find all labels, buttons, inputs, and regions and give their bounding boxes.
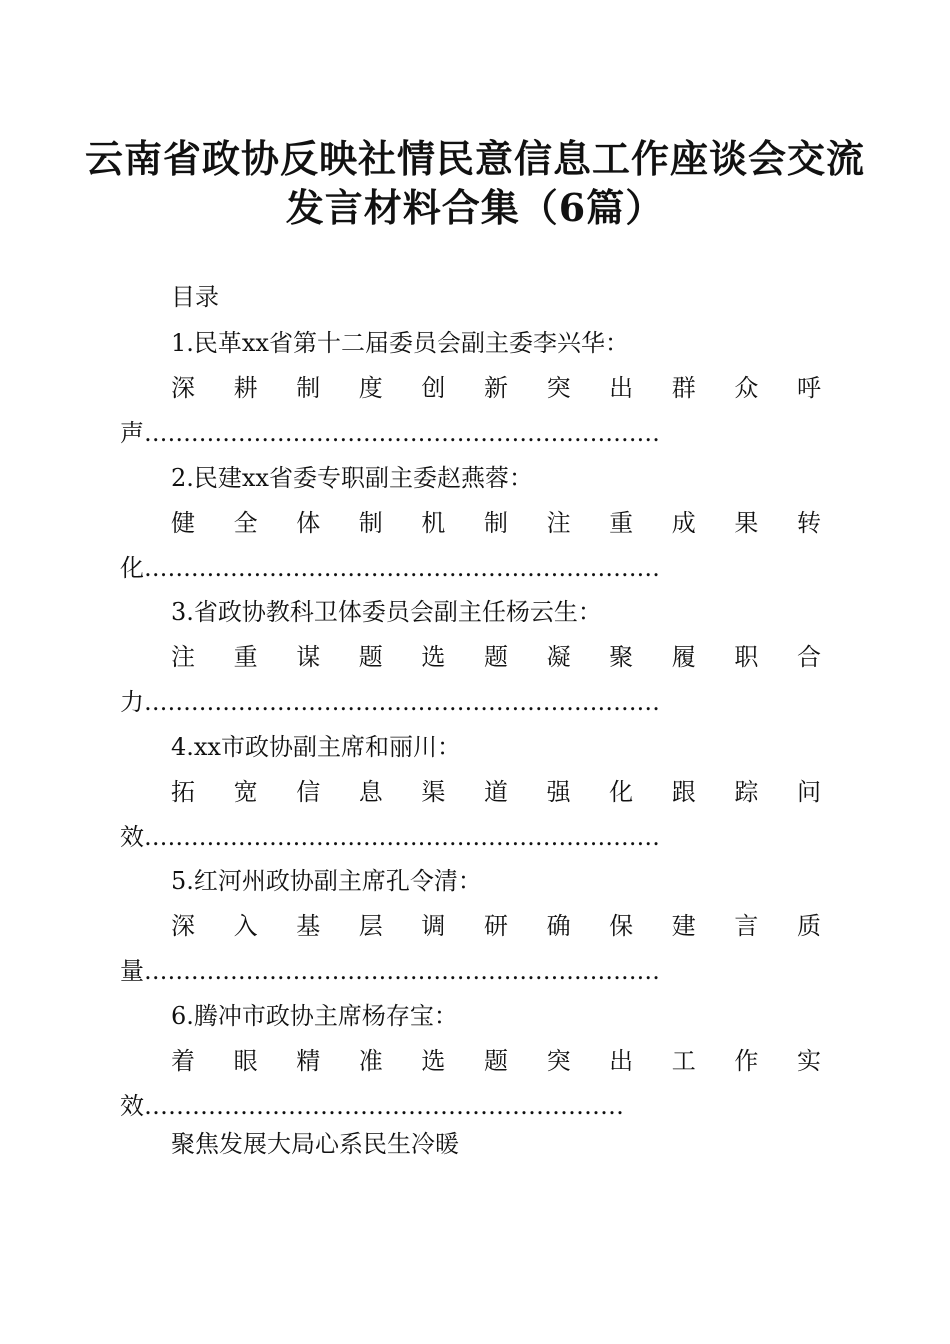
toc-title-last-char: 力 xyxy=(120,688,144,717)
toc-title-char: 新 xyxy=(483,374,508,402)
section-heading: 聚焦发展大局心系民生冷暖 xyxy=(171,1130,459,1158)
toc-title-char: 谋 xyxy=(296,643,321,672)
toc-title-char: 成 xyxy=(671,508,696,537)
toc-entry-title-end xyxy=(120,416,672,450)
toc-dot-leader: ………………………………………………………… xyxy=(144,419,660,447)
toc-title-char: 职 xyxy=(734,643,759,672)
toc-title-char: 深 xyxy=(171,374,195,402)
toc-title-char: 果 xyxy=(734,508,759,537)
toc-title-char: 道 xyxy=(483,777,508,806)
toc-title-char: 突 xyxy=(546,374,571,402)
toc-title-char: 合 xyxy=(796,643,821,672)
toc-title-char: 凝 xyxy=(546,643,571,672)
toc-title-char: 确 xyxy=(546,912,571,941)
toc-title-last-char: 声 xyxy=(120,419,144,447)
toc-entry-author: 1.民革xx省第十二届委员会副主委李兴华： xyxy=(171,329,629,357)
toc-title-char: 踪 xyxy=(734,777,759,806)
toc-title-char: 言 xyxy=(734,912,759,941)
toc-title-char: 层 xyxy=(358,912,383,941)
toc-title-char: 创 xyxy=(421,374,446,402)
toc-entry-title xyxy=(171,371,821,405)
toc-title-char: 出 xyxy=(609,1047,634,1075)
toc-title-char: 拓 xyxy=(171,777,195,806)
toc-title-char: 工 xyxy=(671,1047,696,1075)
toc-title-char: 深 xyxy=(171,912,195,941)
toc-entry-title xyxy=(171,775,821,809)
toc-title-char: 众 xyxy=(734,374,759,402)
toc-title-char: 建 xyxy=(671,912,696,941)
toc-title-char: 强 xyxy=(546,777,571,806)
toc-title-char: 跟 xyxy=(671,777,696,806)
toc-title-char: 呼 xyxy=(796,374,821,402)
toc-title-char: 重 xyxy=(233,643,258,672)
document-title-line-1: 云南省政协反映社情民意信息工作座谈会交流 xyxy=(84,136,865,181)
toc-entry-title-end xyxy=(120,954,672,988)
toc-entry-author: 4.xx市政协副主席和丽川： xyxy=(171,732,461,761)
toc-heading: 目录 xyxy=(171,283,219,311)
toc-title-char: 研 xyxy=(483,912,508,941)
toc-title-char: 突 xyxy=(546,1047,571,1075)
toc-entry-title xyxy=(171,640,821,674)
toc-title-char: 体 xyxy=(296,508,321,537)
toc-title-char: 基 xyxy=(296,912,321,941)
toc-title-char: 息 xyxy=(358,777,383,806)
toc-title-char: 注 xyxy=(546,508,571,537)
toc-entry-title-end xyxy=(120,551,672,585)
toc-title-char: 选 xyxy=(421,1047,446,1075)
toc-title-char: 作 xyxy=(734,1047,759,1075)
toc-entry-author: 5.红河州政协副主席孔令清： xyxy=(171,867,482,896)
toc-title-char: 精 xyxy=(296,1047,321,1075)
document-title-line-2: 发言材料合集（6篇） xyxy=(285,185,665,230)
toc-dot-leader: ………………………………………………………… xyxy=(144,688,660,717)
toc-title-char: 制 xyxy=(483,508,508,537)
toc-title-char: 质 xyxy=(796,912,821,941)
toc-title-last-char: 量 xyxy=(120,957,144,986)
toc-title-char: 选 xyxy=(421,643,446,672)
toc-title-char: 调 xyxy=(421,912,446,941)
toc-title-char: 健 xyxy=(171,508,195,537)
toc-title-char: 渠 xyxy=(421,777,446,806)
toc-title-char: 实 xyxy=(796,1047,821,1075)
toc-title-char: 全 xyxy=(233,508,258,537)
toc-title-char: 度 xyxy=(358,374,383,402)
toc-entry-title-end xyxy=(120,1089,624,1123)
toc-entry-title-end xyxy=(120,820,672,854)
toc-title-char: 题 xyxy=(483,1047,508,1075)
toc-title-char: 机 xyxy=(421,508,446,537)
toc-title-char: 注 xyxy=(171,643,195,672)
toc-title-char: 题 xyxy=(358,643,383,672)
toc-title-char: 聚 xyxy=(609,643,634,672)
toc-title-char: 耕 xyxy=(233,374,258,402)
toc-entry-author: 6.腾冲市政协主席杨存宝： xyxy=(171,1002,458,1030)
toc-entry-title xyxy=(171,909,821,943)
toc-title-char: 出 xyxy=(609,374,634,402)
toc-title-char: 重 xyxy=(609,508,634,537)
toc-title-char: 信 xyxy=(296,777,321,806)
toc-dot-leader: ………………………………………………………… xyxy=(144,957,660,986)
toc-title-char: 着 xyxy=(171,1047,195,1075)
toc-entry-title xyxy=(171,506,821,540)
toc-title-last-char: 效 xyxy=(120,1092,144,1120)
toc-title-char: 宽 xyxy=(233,777,258,806)
toc-title-char: 化 xyxy=(609,777,634,806)
toc-title-char: 保 xyxy=(609,912,634,941)
toc-title-char: 履 xyxy=(671,643,696,672)
toc-title-char: 入 xyxy=(233,912,258,941)
toc-dot-leader: …………………………………………………… xyxy=(144,1092,624,1120)
toc-title-char: 制 xyxy=(358,508,383,537)
toc-entry-title xyxy=(171,1044,821,1078)
toc-title-char: 眼 xyxy=(233,1047,258,1075)
toc-title-char: 转 xyxy=(796,508,821,537)
toc-entry-author: 3.省政协教科卫体委员会副主任杨云生： xyxy=(171,598,602,627)
toc-title-char: 准 xyxy=(358,1047,383,1075)
toc-title-char: 问 xyxy=(796,777,821,806)
toc-entry-author: 2.民建xx省委专职副主委赵燕蓉： xyxy=(171,463,533,492)
toc-entry-title-end xyxy=(120,685,672,719)
toc-title-char: 群 xyxy=(671,374,696,402)
toc-title-char: 题 xyxy=(483,643,508,672)
toc-title-last-char: 效 xyxy=(120,822,144,851)
toc-title-last-char: 化 xyxy=(120,553,144,582)
toc-dot-leader: ………………………………………………………… xyxy=(144,822,660,851)
toc-title-char: 制 xyxy=(296,374,321,402)
toc-dot-leader: ………………………………………………………… xyxy=(144,553,660,582)
